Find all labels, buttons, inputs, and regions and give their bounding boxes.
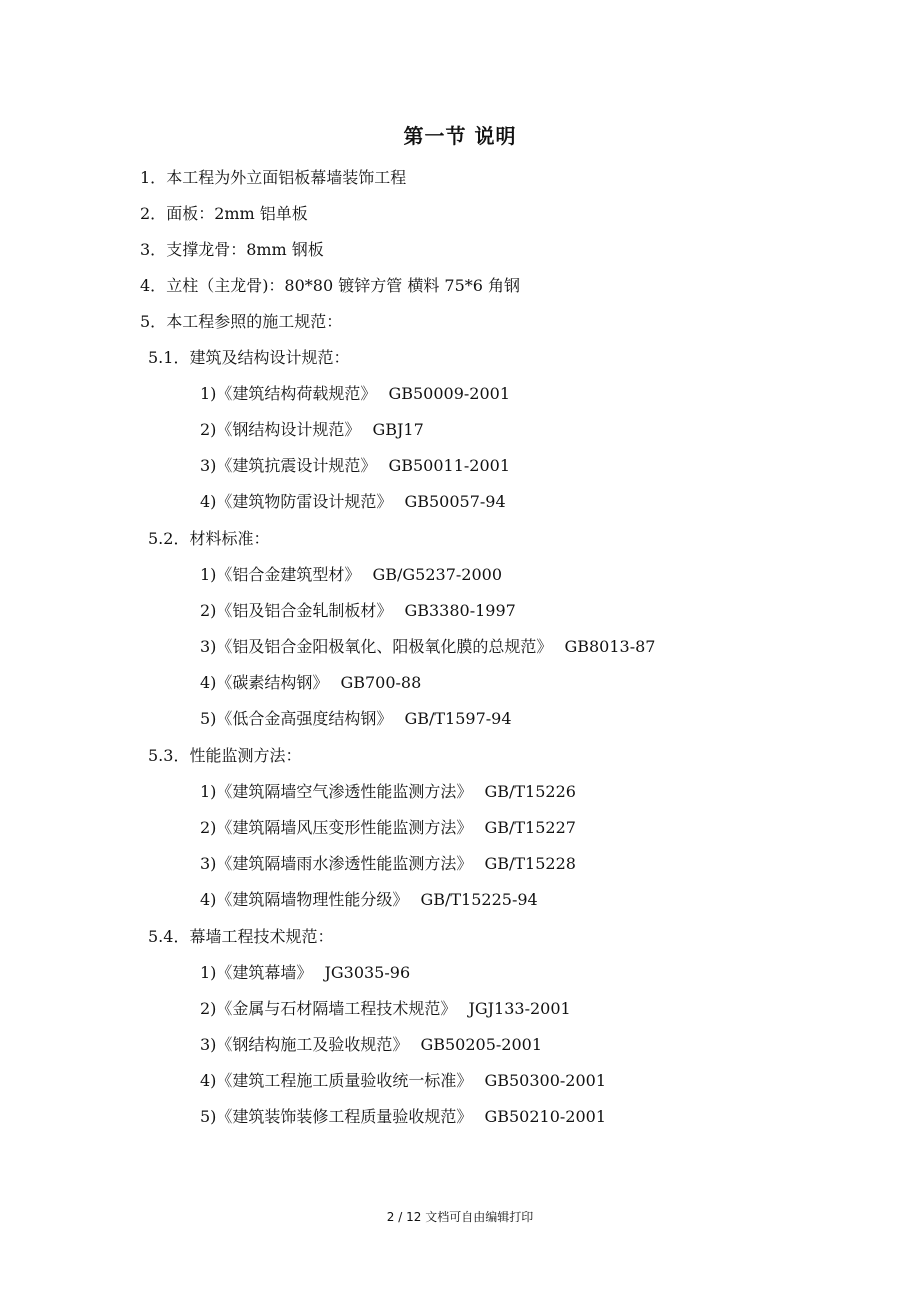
spec-entry: 2)《建筑隔墙风压变形性能监测方法》 GB/T15227: [200, 818, 576, 837]
spec-entry: 3)《钢结构施工及验收规范》 GB50205-2001: [200, 1035, 542, 1054]
spec-entry: 4)《建筑工程施工质量验收统一标准》 GB50300-2001: [200, 1071, 606, 1090]
page-footer: 2 / 12 文档可自由编辑打印: [386, 1210, 534, 1224]
spec-entry: 4)《建筑物防雷设计规范》 GB50057-94: [200, 492, 506, 511]
spec-entry: 4)《建筑隔墙物理性能分级》 GB/T15225-94: [200, 890, 538, 909]
spec-entry: 3)《建筑抗震设计规范》 GB50011-2001: [200, 456, 510, 475]
spec-entry: 3)《铝及铝合金阳极氧化、阳极氧化膜的总规范》 GB8013-87: [200, 637, 656, 656]
spec-entry: 4)《碳素结构钢》 GB700-88: [200, 673, 422, 692]
spec-entry: 1)《建筑隔墙空气渗透性能监测方法》 GB/T15226: [200, 782, 576, 801]
spec-entry: 5)《建筑装饰装修工程质量验收规范》 GB50210-2001: [200, 1107, 606, 1126]
spec-entry: 1)《铝合金建筑型材》 GB/G5237-2000: [200, 565, 502, 584]
spec-entry: 3)《建筑隔墙雨水渗透性能监测方法》 GB/T15228: [200, 854, 576, 873]
list-item: 4．立柱（主龙骨)：80*80 镀锌方管 横料 75*6 角钢: [140, 276, 521, 295]
spec-entry: 2)《钢结构设计规范》 GBJ17: [200, 420, 424, 439]
section-heading: 5.1．建筑及结构设计规范：: [148, 348, 350, 367]
page-title: 第一节 说明: [403, 124, 517, 148]
section-heading: 5.3．性能监测方法：: [148, 746, 302, 765]
list-item: 2．面板：2mm 铝单板: [140, 204, 308, 223]
spec-entry: 2)《铝及铝合金轧制板材》 GB3380-1997: [200, 601, 516, 620]
section-heading: 5.2．材料标准：: [148, 529, 270, 548]
list-item: 3．支撑龙骨：8mm 钢板: [140, 240, 324, 259]
spec-entry: 1)《建筑幕墙》 JG3035-96: [200, 963, 411, 982]
spec-entry: 2)《金属与石材隔墙工程技术规范》 JGJ133-2001: [200, 999, 571, 1018]
spec-entry: 5)《低合金高强度结构钢》 GB/T1597-94: [200, 709, 512, 728]
section-heading: 5.4．幕墙工程技术规范：: [148, 927, 334, 946]
spec-entry: 1)《建筑结构荷载规范》 GB50009-2001: [200, 384, 510, 403]
list-item: 5．本工程参照的施工规范：: [140, 312, 343, 331]
list-item: 1．本工程为外立面铝板幕墙装饰工程: [140, 168, 407, 187]
